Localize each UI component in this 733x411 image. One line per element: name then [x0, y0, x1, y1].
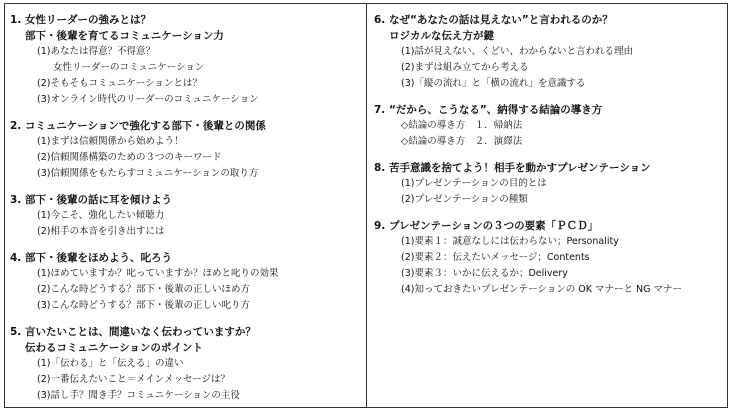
agenda-item: (3)こんな時どうする？部下・後輩の正しい叱り方 — [37, 300, 250, 311]
agenda-item: (3)話し手？聞き手？コミュニケーションの主役 — [37, 390, 240, 401]
section-heading: 9. プレゼンテーションの３つの要素「ＰＣＤ」 — [374, 220, 599, 232]
right-column — [374, 12, 724, 298]
agenda-item: (2)一番伝えたいこと＝メインメッセージは？ — [37, 374, 230, 385]
agenda-item: ◇結論の導き方 １．帰納法 — [401, 120, 523, 131]
agenda-item: 女性リーダーのコミュニケーション — [53, 62, 205, 73]
agenda-item: ◇結論の導き方 ２．演繹法 — [401, 136, 523, 147]
agenda-section — [10, 118, 362, 182]
section-heading: 7. “だから、こうなる”、納得する結論の導き方 — [374, 104, 603, 116]
agenda-item: (1)プレゼンテーションの目的とは — [401, 178, 547, 189]
agenda-item: (4)知っておきたいプレゼンテーションの OK マナーと NG マナー — [401, 284, 682, 295]
agenda-item: (3)オンライン時代のリーダーのコミュニケーション — [37, 94, 259, 105]
section-heading: 6. なぜ“あなたの話は見えない”と言われるのか？ — [374, 14, 613, 26]
agenda-item: (2)相手の本音を引き出すには — [37, 226, 165, 237]
section-subheading: 伝わるコミュニケーションのポイント — [25, 342, 203, 354]
agenda-section — [374, 160, 724, 208]
agenda-section — [10, 250, 362, 314]
agenda-section — [10, 192, 362, 240]
agenda-item: (1)ほめていますか？叱っていますか？ほめと叱りの効果 — [37, 268, 279, 279]
agenda-item: (1)要素１：誠意なしには伝わらない；Personality — [401, 236, 619, 247]
agenda-item: (1)まずは信頼関係から始めよう！ — [37, 136, 184, 147]
section-heading: 2. コミュニケーションで強化する部下・後輩との関係 — [10, 120, 266, 132]
section-heading: 3. 部下・後輩の話に耳を傾けよう — [10, 194, 172, 206]
agenda-item: (1)あなたは得意？不得意？ — [37, 46, 155, 57]
agenda-item: (2)信頼関係構築のための３つのキーワード — [37, 152, 222, 163]
agenda-section — [374, 12, 724, 92]
agenda-item: (1)話が見えない、くどい、わからないと言われる理由 — [401, 46, 633, 57]
agenda-item: (2)要素２：伝えたいメッセージ；Contents — [401, 252, 590, 263]
agenda-item: (2)そもそもコミュニケーションとは？ — [37, 78, 202, 89]
agenda-item: (3)「縦の流れ」と「横の流れ」を意識する — [401, 78, 586, 89]
agenda-section — [374, 102, 724, 150]
section-heading: 8. 苦手意識を捨てよう！相手を動かすプレゼンテーション — [374, 162, 651, 174]
agenda-item: (3)要素３：いかに伝えるか；Delivery — [401, 268, 568, 279]
agenda-section — [374, 218, 724, 298]
left-column — [10, 12, 362, 404]
section-subheading: 部下・後輩を育てるコミュニケーション力 — [25, 30, 224, 42]
section-heading: 1. 女性リーダーの強みとは？ — [10, 14, 151, 26]
agenda-item: (2)まずは組み立てから考える — [401, 62, 529, 73]
agenda-section — [10, 12, 362, 108]
agenda-item: (3)信頼関係をもたらすコミュニケーションの取り方 — [37, 168, 259, 179]
section-heading: 4. 部下・後輩をほめよう、叱ろう — [10, 252, 172, 264]
section-subheading: ロジカルな伝え方が鍵 — [389, 30, 494, 42]
agenda-item: (1)「伝わる」と「伝える」の違い — [37, 358, 184, 369]
agenda-section — [10, 324, 362, 404]
agenda-item: (1)今こそ、強化したい傾聴力 — [37, 210, 165, 221]
agenda-item: (2)こんな時どうする？部下・後輩の正しいほめ方 — [37, 284, 250, 295]
agenda-item: (2)プレゼンテーションの種類 — [401, 194, 528, 205]
column-divider — [366, 3, 367, 408]
section-heading: 5. 言いたいことは、間違いなく伝わっていますか？ — [10, 326, 256, 338]
